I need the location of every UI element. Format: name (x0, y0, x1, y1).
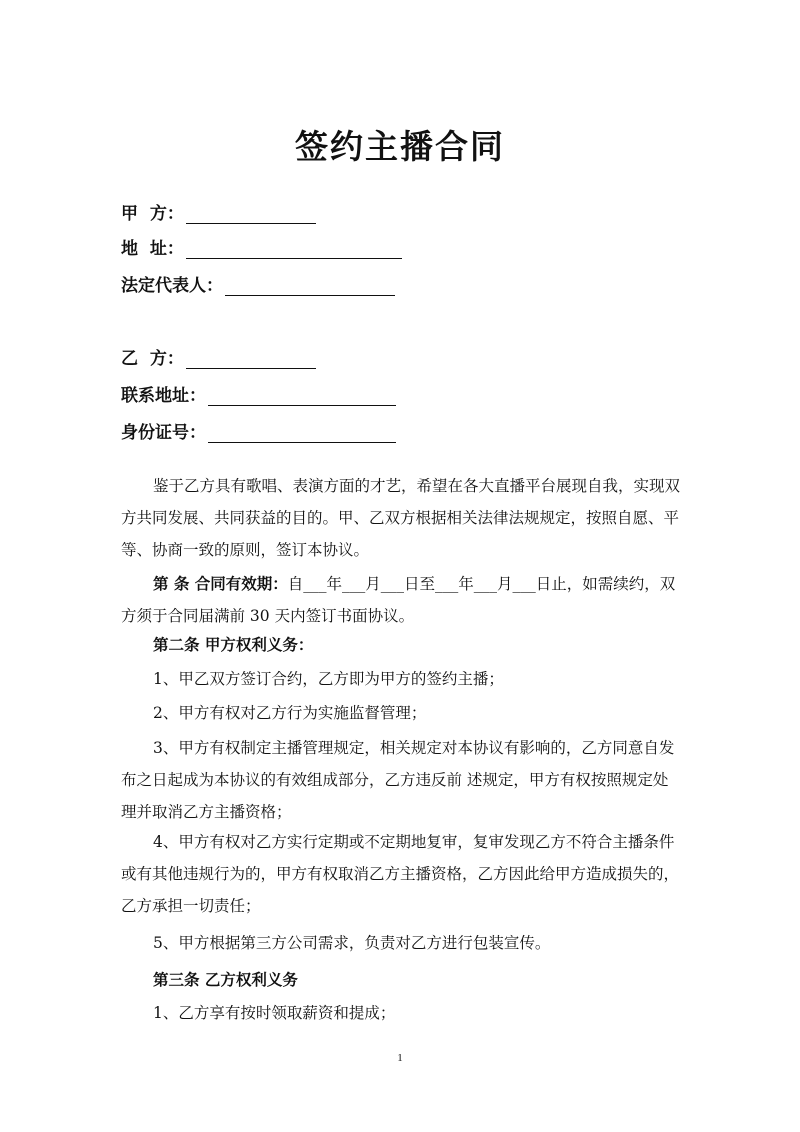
article-2-item: 4、甲方有权对乙方实行定期或不定期地复审，复审发现乙方不符合主播条件或有其他违规行为的，甲方有权取消乙方主播资格，乙方因此给甲方造成损失的，乙方承担一切责任； (121, 833, 680, 915)
party-a-rep-blank[interactable] (225, 277, 395, 296)
party-a-rep-label: 法定代表人： (121, 276, 223, 296)
article-2-item: 2、甲方有权对乙方行为实施监督管理； (153, 704, 427, 722)
article-2-item: 1、甲乙双方签订合约，乙方即为甲方的签约主播； (153, 670, 504, 688)
article-1-paragraph (121, 568, 681, 632)
article-2-item: 5、甲方根据第三方公司需求，负责对乙方进行包装宣传。 (153, 934, 551, 952)
article-3-head: 第三条 乙方权利义务 (153, 971, 298, 989)
party-b-address-label: 联系地址： (121, 386, 206, 406)
party-b-id-blank[interactable] (208, 424, 396, 443)
party-b-name-label: 乙 方： (121, 349, 184, 369)
party-a-address-field (121, 233, 402, 259)
party-b-address-field (121, 380, 396, 406)
document-title: 签约主播合同 (295, 127, 505, 166)
party-b-name-field (121, 343, 316, 369)
party-a-name-blank[interactable] (186, 205, 316, 224)
party-b-name-blank[interactable] (186, 350, 316, 369)
article-1-body: 自___年___月___日至___年___月___日止，如需续约，双方须于合同届满前 30 天内签订书面协议。 (121, 575, 676, 625)
party-a-name-label: 甲 方： (121, 204, 184, 224)
party-b-address-blank[interactable] (208, 387, 396, 406)
article-2-item: 3、甲方有权制定主播管理规定，相关规定对本协议有影响的，乙方同意自发布之日起成为本协议的有效组成部分，乙方违反前 述规定，甲方有权按照规定处理并取消乙方主播资格； (121, 739, 675, 821)
article-1-head: 第 条 合同有效期： (153, 574, 288, 593)
article-3-item: 1、乙方享有按时领取薪资和提成； (153, 1004, 396, 1022)
article-2-head: 第二条 甲方权利义务： (153, 636, 314, 654)
page-number: 1 (397, 1052, 403, 1064)
party-a-address-label: 地 址： (121, 239, 184, 259)
party-a-address-blank[interactable] (186, 240, 402, 259)
party-b-id-field (121, 417, 396, 443)
party-a-name-field (121, 198, 316, 224)
party-b-id-label: 身份证号： (121, 423, 206, 443)
party-a-rep-field (121, 270, 395, 296)
preamble-paragraph: 鉴于乙方具有歌唱、表演方面的才艺，希望在各大直播平台展现自我，实现双方共同发展、共同获益的目的。甲、乙双方根据相关法律法规规定，按照自愿、平等、协商一致的原则，签订本协议。 (121, 477, 681, 559)
